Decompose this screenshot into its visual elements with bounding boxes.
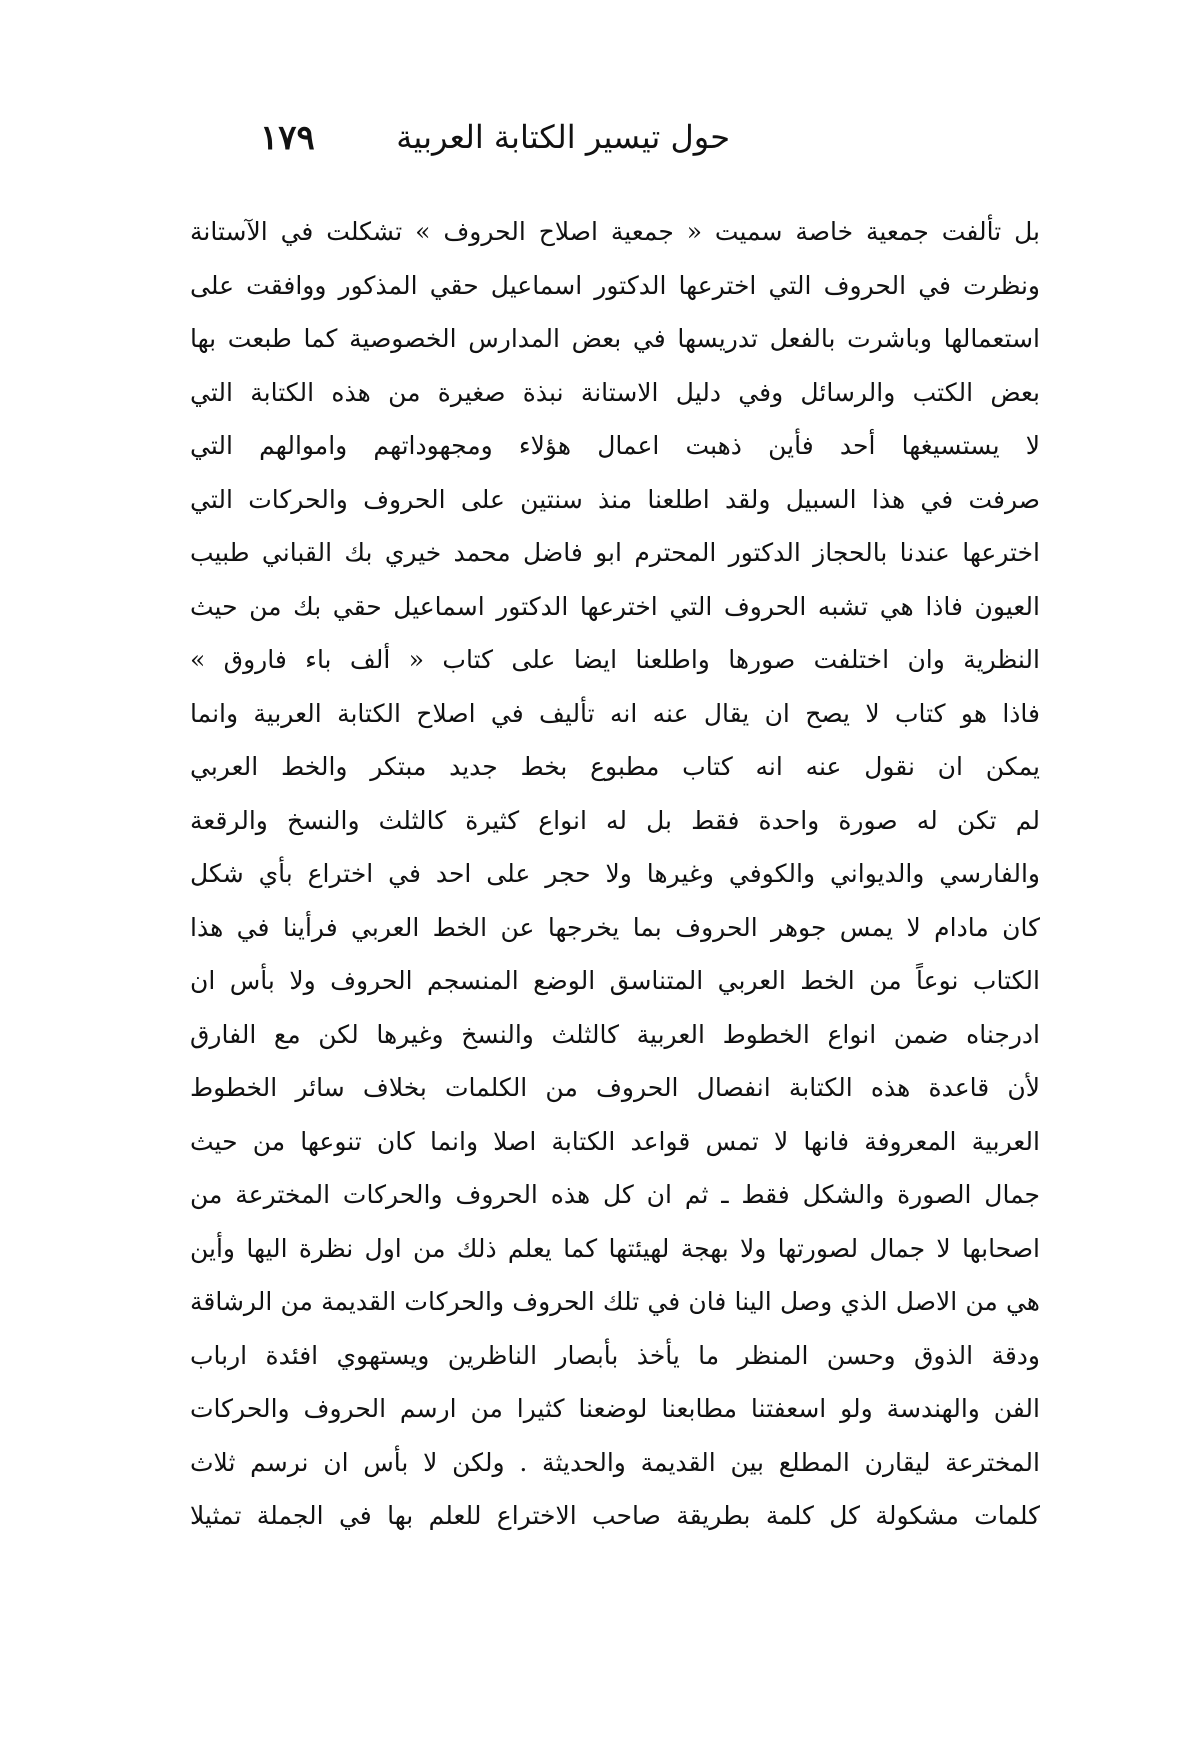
text-line: لم تكن له صورة واحدة فقط بل له انواع كثيرة كالثلث والنسخ والرقعة [190,805,1040,835]
text-line: الفن والهندسة ولو اسعفتنا مطابعنا لوضعنا كثيرا من ارسم الحروف والحركات [190,1394,1040,1423]
text-line: بعض الكتب والرسائل وفي دليل الاستانة نبذة صغيرة من هذه الكتابة التي [190,377,1040,407]
text-line: المخترعة ليقارن المطلع بين القديمة والحديثة . ولكن لا بأس ان نرسم ثلاث [190,1447,1040,1477]
text-line: الكتاب نوعاً من الخط العربي المتناسق الوضع المنسجم الحروف ولا بأس ان [190,966,1040,995]
running-title: حول تيسير الكتابة العربية [396,118,730,156]
text-line: كلمات مشكولة كل كلمة بطريقة صاحب الاختراع للعلم بها في الجملة تمثيلا [190,1501,1040,1530]
page-number: ١٧٩ [260,118,315,158]
text-line: لا يستسيغها أحد فأين ذهبت اعمال هؤلاء ومجهوداتهم واموالهم التي [190,431,1040,460]
text-line: العيون فاذا هي تشبه الحروف التي اخترعها الدكتور اسماعيل حقي بك من حيث [190,591,1040,621]
text-line: العربية المعروفة فانها لا تمس قواعد الكتابة اصلا وانما كان تنوعها من حيث [190,1126,1040,1156]
text-line: اخترعها عندنا بالحجاز الدكتور المحترم ابو فاضل محمد خيري بك القباني طبيب [190,538,1040,567]
text-line: فاذا هو كتاب لا يصح ان يقال عنه انه تأليف في اصلاح الكتابة العربية وانما [190,698,1040,728]
text-line: ادرجناه ضمن انواع الخطوط العربية كالثلث والنسخ وغيرها لكن مع الفارق [190,1019,1040,1049]
text-line: ودقة الذوق وحسن المنظر ما يأخذ بأبصار الناظرين ويستهوي افئدة ارباب [190,1340,1040,1370]
text-line: لأن قاعدة هذه الكتابة انفصال الحروف من الكلمات بخلاف سائر الخطوط [190,1073,1040,1102]
text-line: والفارسي والديواني والكوفي وغيرها ولا حجر على احد في اختراع بأي شكل [190,859,1040,888]
text-line: يمكن ان نقول عنه انه كتاب مطبوع بخط جديد مبتكر والخط العربي [190,752,1040,781]
text-line: بل تألفت جمعية خاصة سميت « جمعية اصلاح الحروف » تشكلت في الآستانة [190,217,1040,246]
text-line: كان مادام لا يمس جوهر الحروف بما يخرجها عن الخط العربي فرأينا في هذا [190,912,1040,942]
page-header [200,118,1000,178]
text-line: ونظرت في الحروف التي اخترعها الدكتور اسماعيل حقي المذكور ووافقت على [190,270,1040,300]
text-line: جمال الصورة والشكل فقط ـ ثم ان كل هذه الحروف والحركات المخترعة من [190,1180,1040,1209]
text-line: استعمالها وباشرت بالفعل تدريسها في بعض المدارس الخصوصية كما طبعت بها [190,324,1040,353]
text-line: النظرية وان اختلفت صورها واطلعنا ايضا على كتاب « ألف باء فاروق » [190,645,1040,674]
text-line: صرفت في هذا السبيل ولقد اطلعنا منذ سنتين على الحروف والحركات التي [190,484,1040,514]
text-line: هي من الاصل الذي وصل الينا فان في تلك الحروف والحركات القديمة من الرشاقة [190,1287,1040,1316]
body-text [190,205,1040,1543]
text-line: اصحابها لا جمال لصورتها ولا بهجة لهيئتها كما يعلم ذلك من اول نظرة اليها وأين [190,1233,1040,1263]
